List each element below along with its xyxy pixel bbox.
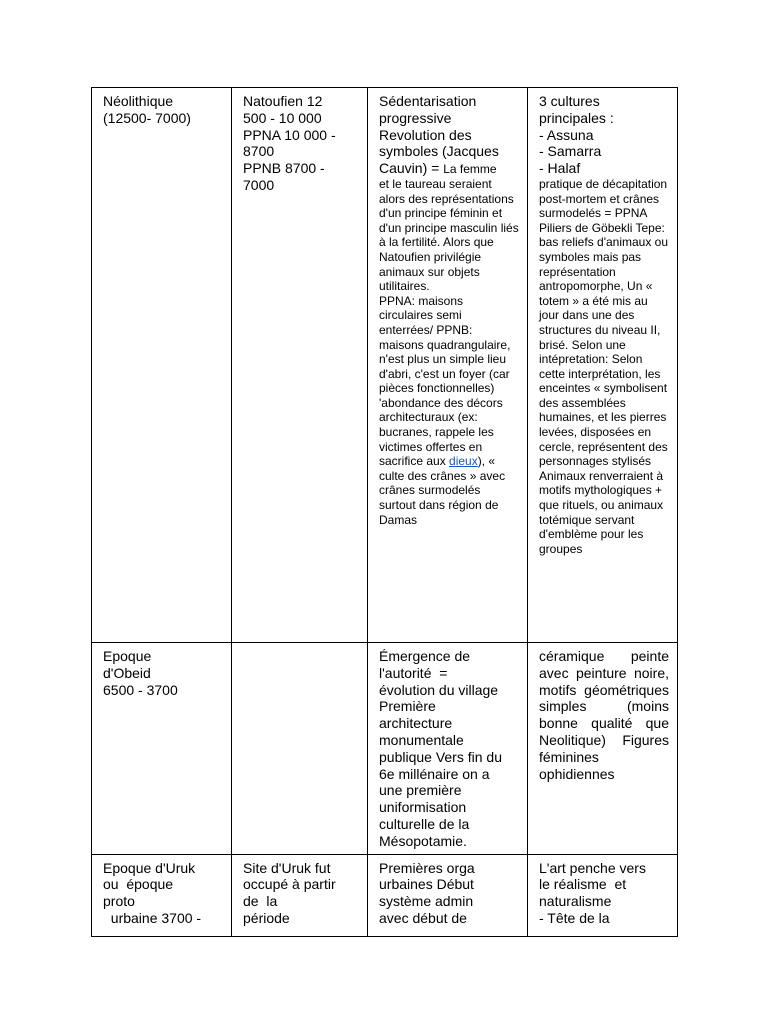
society-cell xyxy=(368,88,528,643)
history-table xyxy=(91,87,678,937)
period-line: Néolithique xyxy=(103,93,174,109)
society-line: l'autorité = xyxy=(379,664,448,681)
art-line: L'art penche vers xyxy=(539,859,646,876)
sites-line: PPNA 10 000 - xyxy=(243,126,336,143)
society-line: Première xyxy=(379,698,436,715)
society-line: publique Vers fin du xyxy=(379,748,502,765)
art-line: principales : xyxy=(539,109,614,126)
society-line: culturelle de la xyxy=(379,815,470,832)
art-line: le réalisme et xyxy=(539,876,627,893)
period-line: urbaine 3700 - xyxy=(103,909,202,926)
art-line: 3 cultures xyxy=(539,93,600,109)
period-line: proto xyxy=(103,893,135,910)
art-cell xyxy=(528,854,678,936)
sites-line: période xyxy=(243,909,290,926)
table-row xyxy=(92,643,678,855)
art-small-text: pratique de décapitation post-mortem et crânes surmodelés = PPNA Piliers de Göbekli Tepe: bas reliefs d'animaux ou symboles mais pas représentation antropomorphe, Un « totem » a été mis au jour dans une des structures du niveau II, brisé. Selon une intépretation: Selon cette interprétation, les enceintes « symbolisent des assemblées humaines, et les pierres levées, disposées en cercle, représentent des personnages stylisés Animaux renverraient à motifs mythologiques + que rituels, ou animaux totémique servant d'emblème pour les groupes xyxy=(539,176,669,556)
society-line: évolution du village xyxy=(379,681,499,698)
society-cell xyxy=(368,854,528,936)
dieux-link[interactable]: dieux xyxy=(449,454,478,469)
art-line: - Samarra xyxy=(539,143,602,160)
society-text: ), « culte des crânes » avec crânes surmodelés surtout dans région de Damas xyxy=(379,454,506,527)
sites-line: 7000 xyxy=(243,176,275,193)
art-line: - Tête de la xyxy=(539,909,610,926)
period-cell xyxy=(92,643,232,855)
society-line: système admin xyxy=(379,893,474,910)
society-text: et le taureau seraient alors des représentations d'un principe féminin et d'un principe masculin liés à la fertilité. Alors que Natoufien privilégie animaux sur objets utilitaires. xyxy=(379,176,519,294)
society-line: symboles (Jacques xyxy=(379,143,499,160)
period-cell xyxy=(92,88,232,643)
society-line: uniformisation xyxy=(379,799,467,816)
society-line: architecture xyxy=(379,715,453,732)
society-line: une première xyxy=(379,782,462,799)
art-line: - Assuna xyxy=(539,126,594,143)
sites-cell xyxy=(232,88,368,643)
period-line: 6500 - 3700 xyxy=(103,681,178,698)
society-cell xyxy=(368,643,528,855)
society-line: 6e millénaire on a xyxy=(379,765,490,782)
art-line: - Halaf xyxy=(539,160,581,177)
sites-line: de la xyxy=(243,893,278,910)
society-line: Mésopotamie. xyxy=(379,832,467,849)
society-line: progressive xyxy=(379,109,452,126)
society-text: PPNA: maisons circulaires semi enterrées/ PPNB: maisons quadrangulaire, n'est plus un simple lieu d'abri, c'est un foyer (car pièces fonctionnelles) xyxy=(379,293,511,396)
society-line: Sédentarisation xyxy=(379,93,477,109)
art-cell xyxy=(528,88,678,643)
art-line: naturalisme xyxy=(539,893,612,910)
table-row xyxy=(92,88,678,643)
society-line: urbaines Début xyxy=(379,876,474,893)
society-line: Premières orga xyxy=(379,859,475,876)
sites-line: Site d'Uruk fut xyxy=(243,859,331,876)
sites-line: PPNB 8700 - xyxy=(243,160,325,177)
period-line: ou époque xyxy=(103,876,174,893)
period-line: Epoque d'Uruk xyxy=(103,859,196,876)
society-line: Émergence de xyxy=(379,648,471,664)
sites-cell xyxy=(232,643,368,855)
period-line: d'Obeid xyxy=(103,664,151,681)
society-text: 'abondance des décors architecturaux (ex: bucranes, rappele les victimes offertes en sacrifice aux xyxy=(379,395,503,469)
sites-line: occupé à partir xyxy=(243,876,336,893)
society-line: monumentale xyxy=(379,731,464,748)
period-line: (12500- 7000) xyxy=(103,109,191,126)
society-line: avec début de xyxy=(379,909,467,926)
period-line: Epoque xyxy=(103,648,152,664)
sites-line: 500 - 10 000 xyxy=(243,109,322,126)
society-small-text: La femme xyxy=(443,162,497,177)
table-row xyxy=(92,854,678,936)
society-small-text xyxy=(379,177,519,527)
sites-cell xyxy=(232,854,368,936)
sites-line: Natoufien 12 xyxy=(243,93,323,109)
art-cell: céramique peinte avec peinture noire, motifs géométriques simples (moins bonne qualité que Neolitique) Figures féminines ophidiennes xyxy=(528,643,678,855)
sites-line: 8700 xyxy=(243,143,275,160)
period-cell xyxy=(92,854,232,936)
society-line: Cauvin) = xyxy=(379,160,444,177)
society-line: Revolution des xyxy=(379,126,472,143)
